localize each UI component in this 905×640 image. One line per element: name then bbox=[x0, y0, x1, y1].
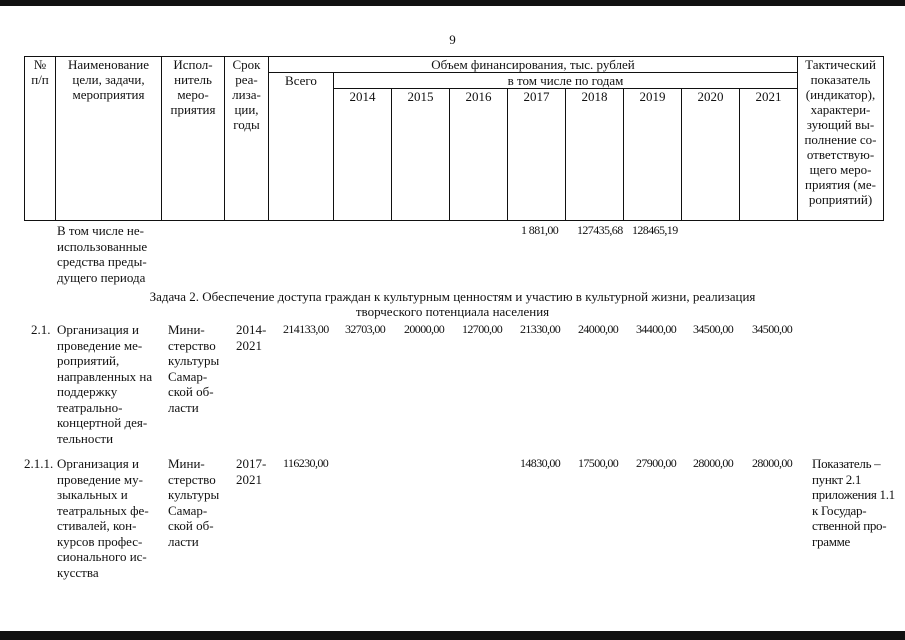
header-total: Всего bbox=[269, 73, 334, 221]
row-2-1-1-executor: Мини- стерство культуры Самар- ской об- ласти bbox=[168, 456, 220, 549]
header-funding: Объем финансирования, тыс. рублей bbox=[269, 57, 798, 73]
row-2-1-1-2020: 28000,00 bbox=[693, 456, 734, 470]
header-indicator: Тактический показатель (индикатор), характери- зующий вы- полнение со- ответствую- щего меро- приятия (ме- роприятий) bbox=[798, 57, 884, 221]
row-2-1-1-2018: 17500,00 bbox=[578, 456, 619, 470]
row-2-1-term: 2014- 2021 bbox=[236, 322, 267, 353]
unused-2019-value: 128465,19 bbox=[632, 223, 678, 237]
row-2-1-2017: 21330,00 bbox=[520, 322, 561, 336]
scan-border-top bbox=[0, 0, 905, 6]
row-2-1-executor: Мини- стерство культуры Самар- ской об- ласти bbox=[168, 322, 220, 415]
header-year: 2021 bbox=[740, 89, 798, 221]
unused-2018-value: 127435,68 bbox=[577, 223, 623, 237]
header-executor: Испол- нитель меро- приятия bbox=[162, 57, 225, 221]
scan-border-bottom bbox=[0, 631, 905, 640]
header-year: 2019 bbox=[624, 89, 682, 221]
task-2-heading: Задача 2. Обеспечение доступа граждан к культурным ценностям и участию в культурной жизни, реализация bbox=[149, 289, 756, 304]
row-2-1-1-total: 116230,00 bbox=[283, 456, 329, 470]
row-2-1-number: 2.1. bbox=[31, 322, 51, 337]
row-2-1-1-indicator: Показатель – пункт 2.1 приложения 1.1 к Государ- ственной про- грамме bbox=[812, 456, 895, 549]
header-name: Наименование цели, задачи, мероприятия bbox=[56, 57, 162, 221]
row-2-1-1-name: Организация и проведение му- зыкальных и театральных фе- стивалей, кон- курсов профес- сионального ис- кусства bbox=[57, 456, 149, 580]
header-no: № п/п bbox=[25, 57, 56, 221]
row-2-1-2016: 12700,00 bbox=[462, 322, 503, 336]
row-2-1-2018: 24000,00 bbox=[578, 322, 619, 336]
header-year: 2014 bbox=[334, 89, 392, 221]
row-2-1-total: 214133,00 bbox=[283, 322, 329, 336]
task-2-heading-cont: творческого потенциала населения bbox=[355, 304, 550, 319]
header-by-years: в том числе по годам bbox=[334, 73, 798, 89]
header-year: 2018 bbox=[566, 89, 624, 221]
row-2-1-2020: 34500,00 bbox=[693, 322, 734, 336]
row-2-1-2015: 20000,00 bbox=[404, 322, 445, 336]
header-term: Срок реа- лиза- ции, годы bbox=[225, 57, 269, 221]
header-year: 2017 bbox=[508, 89, 566, 221]
header-year: 2016 bbox=[450, 89, 508, 221]
header-table bbox=[24, 56, 884, 221]
header-year: 2020 bbox=[682, 89, 740, 221]
row-2-1-1-2019: 27900,00 bbox=[636, 456, 677, 470]
page-number: 9 bbox=[449, 32, 456, 47]
row-2-1-1-2021: 28000,00 bbox=[752, 456, 793, 470]
row-2-1-1-2017: 14830,00 bbox=[520, 456, 561, 470]
row-2-1-1-number: 2.1.1. bbox=[24, 456, 54, 471]
row-2-1-2021: 34500,00 bbox=[752, 322, 793, 336]
unused-2017-value: 1 881,00 bbox=[521, 223, 559, 237]
row-2-1-1-term: 2017- 2021 bbox=[236, 456, 267, 487]
row-2-1-name: Организация и проведение ме- роприятий, направленных на поддержку театрально- концертной дея- тельности bbox=[57, 322, 153, 446]
row-2-1-2019: 34400,00 bbox=[636, 322, 677, 336]
row-2-1-2014: 32703,00 bbox=[345, 322, 386, 336]
unused-funds-label: В том числе не- использованные средства преды- дущего периода bbox=[57, 223, 148, 285]
header-year: 2015 bbox=[392, 89, 450, 221]
